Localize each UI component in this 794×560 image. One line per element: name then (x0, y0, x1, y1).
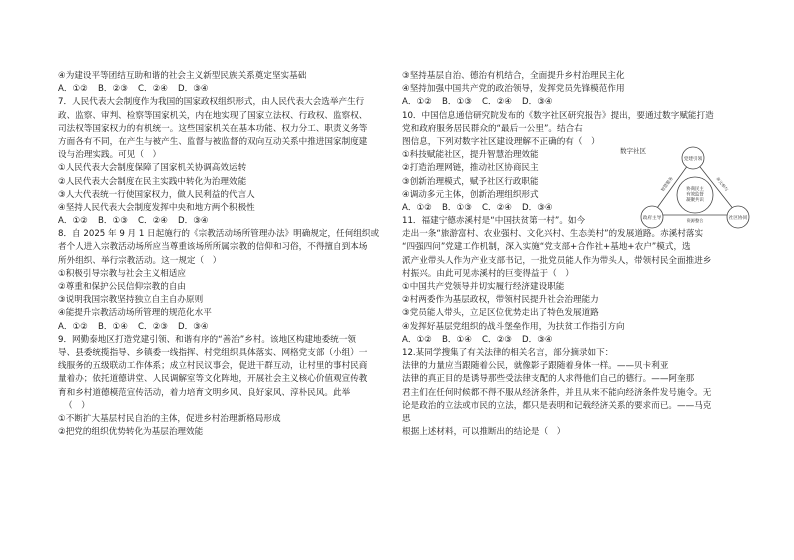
q11-statement: ②村两委作为基层政权，带领村民提升社会治理能力 (402, 295, 599, 306)
diagram-edge-label-right: 多元参与 (714, 175, 730, 193)
q12-quote: 法律的力量应当跟随着公民，就像影子跟随着身体一样。——贝卡利亚 (402, 361, 669, 372)
q7-options (58, 215, 388, 228)
option[interactable]: A．①② (58, 321, 88, 332)
option[interactable]: D．③④ (522, 202, 553, 213)
q12-quote: 思 (402, 413, 411, 424)
q10-statement: ②打造治理网链，推动社区协商民主 (402, 163, 539, 174)
q11-line: 派产业带头人作为产业支部书记，一批党员能人作为带头人，带领村民全面推进乡 (402, 255, 712, 266)
diagram-node-left-label: 政府主导 (642, 216, 662, 221)
q7-statement: ④坚持人民代表大会制度发挥中央和地方两个积极性 (58, 202, 255, 213)
diagram-center-label (686, 185, 704, 203)
option[interactable]: B．①④ (98, 321, 128, 332)
left-column (58, 70, 388, 439)
diagram-node-right-label: 社区协同 (728, 216, 748, 221)
q7-line: 7．人民代表大会制度作为我国的国家政权组织形式，由人民代表大会选举产生行 (58, 97, 365, 108)
q8-line: 8．自 2025 年 9 月 1 日起施行的《宗教活动场所管理办法》明确规定，任何组织或 (58, 229, 380, 240)
q8-line: 者个人进入宗教活动场所应当尊重该场所所属宗教的信仰和习俗，不得擅自到本场 (58, 242, 368, 253)
question-7 (58, 96, 388, 215)
q9-line: 导、县委统揽指导、乡镇委一线指挥、村党组织具体落实、网格党支部（小组）一 (58, 347, 368, 358)
q8-line: 所外组织、举行宗教活动。这一规定（ ） (58, 255, 222, 266)
diagram-edge-label-left: 智慧服务 (659, 175, 674, 193)
option[interactable]: A．①② (402, 97, 432, 108)
diagram-title: 数字社区 (620, 147, 646, 155)
q10-line: 图信息，下列对数字社区建设理解不正确的有（ ） (402, 136, 600, 147)
question-12 (402, 347, 738, 439)
option[interactable]: B．①③ (442, 202, 472, 213)
q7-statement: ②人民代表大会制度在民主实践中转化为治理效能 (58, 176, 247, 187)
q9-line: 量着办；依托道德讲堂、人民调解室等文化阵地，开展社会主义核心价值观宣传教 (58, 374, 368, 385)
option[interactable]: B．①③ (442, 97, 472, 108)
option[interactable]: C．②④ (482, 97, 513, 108)
q12-line: 12.某同学搜集了有关法律的相关名言，部分摘录如下： (402, 347, 614, 358)
q7-line: 方面各有不同，在产生与被产生、监督与被监督的双向互动关系中推进国家制度建 (58, 136, 368, 147)
question-9 (58, 334, 388, 440)
option[interactable]: D．③④ (178, 216, 209, 227)
q10-line: 党和政府服务居民群众的“最后一公里”。结合右 (402, 123, 583, 134)
option[interactable]: A．①② (58, 84, 88, 95)
q11-line: 走出一条“旅游富村、农业强村、文化兴村、生态美村”的发展道路。赤溪村落实 (402, 229, 704, 240)
diagram-center-text-line: 有效监督 (686, 192, 704, 198)
q7-statement: ①人民代表大会制度保障了国家机关协调高效运转 (58, 163, 247, 174)
diagram-edge-label-bottom: 资源整合 (686, 218, 704, 223)
diagram-center-text-line: 凝聚共识 (686, 198, 704, 204)
q7-line: 司法权等国家权力的有机统一。这些国家机关在基本功能、权力分工、职责义务等 (58, 123, 368, 134)
option[interactable]: C．②④ (138, 216, 169, 227)
q6-tail: ④为建设平等团结互助和谐的社会主义新型民族关系奠定坚实基础 (58, 71, 307, 81)
q7-line: 设与治理实践。可见（ ） (58, 150, 162, 161)
q12-quote: 论是政治的立法或市民的立法，都只是表明和记载经济关系的要求而已。——马克 (402, 400, 712, 411)
q11-line: 11．福建宁德赤溪村是“中国扶贫第一村”。如今 (402, 216, 586, 227)
q11-line: “四强四问”党建工作机制，深入实施“党支部+合作社+基地+农户”模式，选 (402, 242, 691, 253)
diagram-center-text-line: 协商民主 (686, 187, 704, 192)
option[interactable]: B．①④ (442, 334, 472, 345)
right-column (402, 70, 738, 439)
option[interactable]: A．①② (402, 334, 432, 345)
q10-statement: ③创新治理模式，赋予社区行政职能 (402, 176, 539, 187)
q7-line: 政、监察、审判、检察等国家机关，内在地实现了国家立法权、行政权、监察权、 (58, 110, 368, 121)
option[interactable]: D．③④ (522, 97, 553, 108)
option[interactable]: D．③④ (178, 84, 209, 95)
q8-options (58, 321, 388, 334)
q11-line: 村振兴。由此可见赤溪村的巨变得益于（ ） (402, 268, 574, 279)
q10-line: 10．中国信息通信研究院发布的《数字社区研究报告》提出，要通过数字赋能打造 (402, 110, 714, 121)
q8-statement: ③说明我国宗教坚持独立自主自办原则 (58, 295, 204, 306)
q8-statement: ①积极引导宗教与社会主义相适应 (58, 268, 187, 279)
q8-statement: ④能提升宗教活动场所管理的规范化水平 (58, 308, 212, 319)
option[interactable]: D．③④ (178, 321, 209, 332)
q9-line: 线服务的五级联动工作体系；成立村民议事会，促进干群互动，让村里的事村民商 (58, 361, 368, 372)
option[interactable]: A．①② (58, 216, 88, 227)
q9-statement: ①不断扩大基层村民自治的主体，促进乡村治理新格局形成 (58, 413, 281, 424)
q9-line: 9．网勤泰地区打造党建引领、和谐有序的“善治”乡村。该地区构建地委统一领 (58, 334, 356, 345)
q11-statement: ③党员能人带头，立足区位优势走出了特色发展道路 (402, 308, 599, 319)
q12-line: 根据上述材料，可以推断出的结论是（ ） (402, 427, 566, 438)
q9-line: 育和乡村道德模范宣传活动，着力培育文明乡风、良好家风、淳朴民风。此举 (58, 387, 351, 398)
digital-community-diagram (610, 143, 770, 235)
q6-options (58, 83, 388, 96)
q11-statement: ④发挥好基层党组织的战斗堡垒作用，为扶贫工作指引方向 (402, 321, 625, 332)
option[interactable]: C．②④ (138, 84, 169, 95)
q9-options (402, 96, 738, 109)
q12-quote: 君主们在任何时候都不得不服从经济条件，并且从来不能向经济条件发号施令。无 (402, 387, 712, 398)
q11-statement: ①中国共产党领导并切实履行经济建设职能 (402, 282, 565, 292)
q7-statement: ③人大代表统一行使国家权力，做人民利益的代言人 (58, 189, 255, 200)
option[interactable]: D．③④ (522, 334, 553, 345)
q9-statement: ③坚持基层自治、德治有机结合，全面提升乡村治理民主化 (402, 71, 625, 81)
q10-statement: ④调动多元主体，创新治理组织形式 (402, 189, 539, 200)
q8-statement: ②尊重和保护公民信仰宗教的自由 (58, 282, 187, 292)
q9-line: （ ） (64, 400, 90, 411)
option[interactable]: C．②③ (138, 321, 169, 332)
option[interactable]: A．①② (402, 202, 432, 213)
q10-statement: ①科技赋能社区，提升智慧治理效能 (402, 150, 539, 161)
question-8 (58, 228, 388, 320)
diagram-node-top-label: 党建引领 (683, 157, 703, 162)
q9-statement: ④坚持加强中国共产党的政治领导，发挥党员先锋模范作用 (402, 84, 625, 95)
option[interactable]: B．①③ (98, 216, 128, 227)
option[interactable]: B．②③ (98, 84, 128, 95)
q12-quote: 法律的真正目的是诱导那些受法律支配的人求得他们自己的德行。——阿奎那 (402, 374, 695, 385)
option[interactable]: C．②③ (482, 334, 513, 345)
q11-options (402, 334, 738, 347)
q9-statement: ②把党的组织优势转化为基层治理效能 (58, 427, 204, 438)
option[interactable]: C．②④ (482, 202, 513, 213)
